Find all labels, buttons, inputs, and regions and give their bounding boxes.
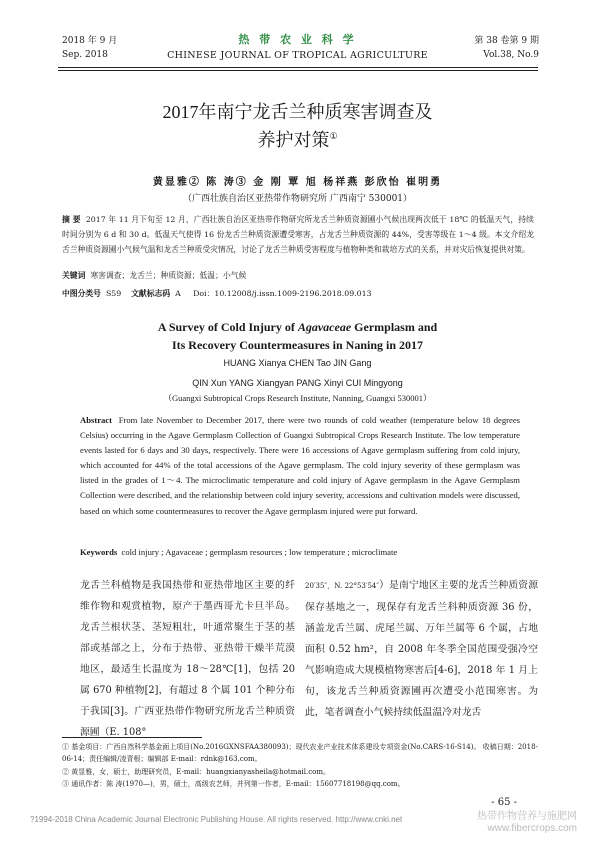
footnote-first-author: ② 黄显雅，女，硕士，助理研究员，E-mail：huangxianyasheila@hotmail.com。 bbox=[62, 768, 331, 776]
abstract-en-text: From late November to December 2017, there were two rounds of cold weather (temperature below 18 degrees Celsius) occurring in the Agave Germplasm Collection of Guangxi Subtropical Crops Research Institute. The low temperature events lasted for 6 days and 30 days, respectively. There were 16 accessions of Agave germplasm suffering from cold injury, which accounted for 44% of the total accessions of the Agave germplasm. The cold injury severity of these germplasm was listed in the grades of 1～4. The microclimatic temperature and cold injury of Agave germplasm in the Agave Germplasm Collection were described, and the relationship between cold injury severity, accessions and cultivation models were discussed, based on which some countermeasures to recover the Agave germplasm injured were put forward. bbox=[80, 415, 521, 516]
affiliation-en: （Guangxi Subtropical Crops Research Institute, Nanning, Guangxi 530001） bbox=[163, 393, 432, 403]
watermark-line2: www.fibercrops.com bbox=[487, 823, 577, 834]
keywords-en bbox=[80, 547, 520, 557]
abstract-cn-text: 2017 年 11 月下旬至 12 月，广西壮族自治区亚热带作物研究所龙舌兰种质资源圃小气候出现两次低于 18℃ 的低温天气，持续时间分别为 6 d 和 30 d。低温天气使得 16 份龙舌兰种质资源遭受寒害，占龙舌兰种质资源的 44%，受害等级在 1～4 级。本文介绍龙舌兰种质资源圃小气候气温和龙舌兰种质受灾情况，讨论了龙舌兰种质受害程度与植物种类和栽培方式的关系，并对灾后恢复提供对策。 bbox=[62, 215, 534, 254]
copyright-footer: ?1994-2018 China Academic Journal Electronic Publishing House. All rights reserved. http://www.cnki.net bbox=[30, 815, 403, 824]
abstract-cn bbox=[62, 212, 534, 257]
watermark bbox=[477, 811, 577, 835]
header-volume-cn: 第 38 卷第 9 期 bbox=[474, 36, 539, 46]
title-en-italic: Agavaceae bbox=[297, 320, 352, 334]
clc-label: 中图分类号 bbox=[62, 289, 101, 298]
keywords-cn-label: 关键词 bbox=[62, 271, 86, 280]
affiliation-cn: （广西壮族自治区亚热带作物研究所 广西南宁 530001） bbox=[182, 194, 413, 204]
body-right-text: ）是南宁地区主要的龙舌兰种质资源保存基地之一，现保存有龙舌兰科种质资源 36 份，涵盖龙舌兰属、虎尾兰属、万年兰属等 6 个属，占地面积 0.52 hm²，自 2008 年冬季全国范围受强冷空气影响造成大规模植物寒害后[4-6]，2018 年 1 月上旬，该龙舌兰种质资源圃再次遭受小范围寒害。为此，笔者调查小气候持续低温温冷对龙舌 bbox=[305, 580, 538, 718]
abstract-cn-label: 摘 要 bbox=[62, 215, 81, 224]
title-line2: 养护对策 bbox=[257, 130, 330, 151]
header-journal-en: CHINESE JOURNAL OF TROPICAL AGRICULTURE bbox=[167, 50, 428, 61]
doc-code-value: A bbox=[175, 289, 181, 298]
keywords-cn-text: 寒害调查；龙舌兰；种质资源；低温；小气候 bbox=[90, 271, 247, 280]
abstract-en-label: Abstract bbox=[80, 415, 112, 425]
authors-cn: 黄显雅② 陈 涛③ 金 刚 覃 旭 杨祥燕 彭欣怡 崔明勇 bbox=[152, 177, 443, 188]
keywords-en-label: Keywords bbox=[80, 547, 118, 557]
title-footnote-mark: ① bbox=[329, 132, 338, 142]
header-rule bbox=[58, 67, 538, 68]
title-en-pre: A Survey of Cold Injury of bbox=[157, 320, 298, 334]
paper-title-cn bbox=[0, 100, 595, 153]
footnote-rule bbox=[62, 737, 202, 738]
footnote-funding: ① 基金项目：广西自然科学基金面上项目(No.2016GXNSFAA380093)；现代农业产业技术体系建设专项资金(No.CARS-16-S14)。 收稿日期：2018-06-14；责任编辑/凌青根；编辑部 E-mail：rdnk@163.com。 bbox=[62, 743, 538, 763]
header-date-cn: 2018 年 9 月 bbox=[62, 36, 118, 46]
header-date-en: Sep. 2018 bbox=[62, 50, 108, 60]
authors-en-line1: HUANG Xianya CHEN Tao JIN Gang bbox=[223, 358, 372, 368]
header-journal-cn: 热 带 农 业 科 学 bbox=[238, 33, 357, 46]
title-year: 2017 bbox=[162, 102, 199, 122]
body-coordinates: 20′35″，N. 22°53′54″ bbox=[305, 582, 379, 590]
title-en-post: Germplasm and bbox=[351, 320, 438, 334]
doc-code-label: 文献标志码 bbox=[131, 289, 171, 298]
page-number: - 65 - bbox=[491, 797, 517, 808]
header-rule-thin bbox=[58, 70, 538, 71]
classification-cn bbox=[62, 288, 534, 299]
paper-title-en bbox=[0, 318, 595, 354]
body-column-right bbox=[305, 575, 538, 723]
authors-en-line2: QIN Xun YANG Xiangyan PANG Xinyi CUI Mingyong bbox=[192, 378, 403, 388]
watermark-line1: 热带作物营养与施肥网 bbox=[477, 811, 577, 822]
header-volume-en: Vol.38, No.9 bbox=[483, 50, 539, 60]
keywords-cn bbox=[62, 270, 534, 281]
doi-value: 10.12008/j.issn.1009-2196.2018.09.013 bbox=[214, 289, 372, 298]
keywords-en-text: cold injury ; Agavaceae ; germplasm resources ; low temperature ; microclimate bbox=[121, 547, 398, 557]
abstract-en bbox=[80, 413, 520, 519]
clc-value: S59 bbox=[105, 289, 122, 298]
title-en-line2: Its Recovery Countermeasures in Naning in 2017 bbox=[171, 338, 424, 352]
doi-label: Doi： bbox=[193, 289, 215, 298]
title-line1: 年南宁龙舌兰种质寒害调查及 bbox=[198, 102, 433, 123]
footnote-corresponding-author: ③ 通讯作者：陈 涛(1970—)，男，硕士，高级农艺师，并列第一作者，E-mail：15607718198@qq.com。 bbox=[62, 780, 405, 788]
body-column-left: 龙舌兰科植物是我国热带和亚热带地区主要的纤维作物和观赏植物，原产于墨西哥尤卡旦半岛。龙舌兰根状茎、茎短粗壮，叶通常聚生于茎的基部或基部之上，分布于热带、亚热带干燥半荒漠地区，最适生长温度为 18～28℃[1]，包括 20 属 670 种植物[2]，有超过 8 个属 101 个种分布于我国[3]。广西亚热带作物研究所龙舌兰种质资源圃（E. 108° bbox=[80, 580, 295, 738]
